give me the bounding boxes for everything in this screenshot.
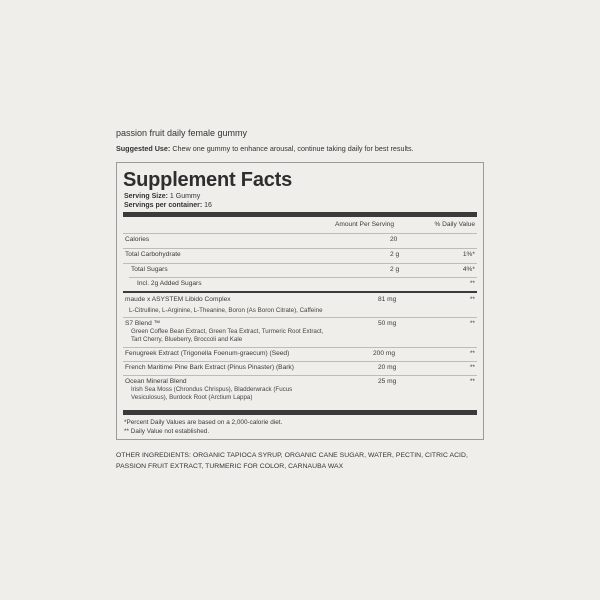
blend-detail: L-Citrulline, L-Arginine, L-Theanine, Boron (As Boron Citrate), Caffeine [129,307,323,314]
blend-dv: ** [469,320,475,327]
section-divider [123,291,477,293]
footnote-dv-not-established: ** Daily Value not established. [124,428,210,435]
blend-name: French Maritime Pine Bark Extract (Pinus Pinaster) (Bark) [125,364,294,371]
nutrient-dv: 4%* [462,266,475,273]
serving-size [124,193,200,200]
other-ingredients-line: OTHER INGREDIENTS: ORGANIC TAPIOCA SYRUP, ORGANIC CANE SUGAR, WATER, PECTIN, CITRIC ACID, [116,452,468,459]
blend-amount: 25 mg [378,378,397,385]
supplement-facts-panel [116,162,484,440]
blend-dv: ** [469,296,475,303]
facts-title: Supplement Facts [123,169,293,191]
blend-amount: 200 mg [373,350,395,357]
nutrient-amount: 2 g [390,266,400,273]
divider [123,317,477,318]
blend-amount: 81 mg [378,296,397,303]
serving-size-label: Serving Size: [124,193,168,200]
blend-dv: ** [469,378,475,385]
divider [123,233,477,234]
divider [123,347,477,348]
blend-amount: 20 mg [378,364,397,371]
blend-name: maude x ASYSTEM Libido Complex [125,296,231,303]
thick-divider [123,212,477,217]
blend-name: S7 Blend ™ [125,320,161,327]
servings-label: Servings per container: [124,202,203,209]
nutrient-amount: 20 [390,236,398,243]
blend-name: Fenugreek Extract (Trigonella Foenum-graecum) (Seed) [125,350,290,357]
suggested-use-label: Suggested Use: [116,144,171,153]
blend-name: Ocean Mineral Blend [125,378,187,385]
other-ingredients-line: PASSION FRUIT EXTRACT, TURMERIC FOR COLOR, CARNAUBA WAX [116,462,344,470]
suggested-use [116,144,496,153]
serving-size-value: 1 Gummy [169,193,201,200]
nutrient-name: Incl. 2g Added Sugars [137,280,202,287]
servings-value: 16 [204,202,212,209]
divider [123,361,477,362]
blend-detail: Tart Cherry, Blueberry, Broccoli and Kale [131,336,243,343]
blend-detail: Irish Sea Moss (Chrondus Chrispus), Bladderwrack (Fucus [131,386,293,393]
servings-per-container [124,202,212,209]
suggested-use-text: Chew one gummy to enhance arousal, continue taking daily for best results. [172,144,414,153]
blend-amount: 50 mg [378,320,397,327]
product-title: passion fruit daily female gummy [116,128,248,138]
blend-dv: ** [469,364,475,371]
header-amount: Amount Per Serving [335,221,395,228]
thick-divider [123,410,477,415]
footnote-percent-dv: *Percent Daily Values are based on a 2,000-calorie diet. [124,419,283,426]
nutrient-name: Calories [125,236,150,243]
nutrient-name: Total Carbohydrate [125,251,181,258]
divider [123,248,477,249]
nutrient-dv: 1%* [462,251,475,258]
other-ingredients [116,451,476,472]
divider [123,263,477,264]
nutrient-name: Total Sugars [131,266,168,273]
nutrient-dv: ** [469,280,475,287]
divider [123,375,477,376]
blend-detail: Vesiculosus), Burdock Root (Arctium Lappa) [131,394,253,401]
blend-dv: ** [469,350,475,357]
nutrient-amount: 2 g [390,251,400,258]
divider [129,277,477,278]
header-daily-value: % Daily Value [434,221,475,228]
blend-detail: Green Coffee Bean Extract, Green Tea Extract, Turmeric Root Extract, [131,328,324,335]
